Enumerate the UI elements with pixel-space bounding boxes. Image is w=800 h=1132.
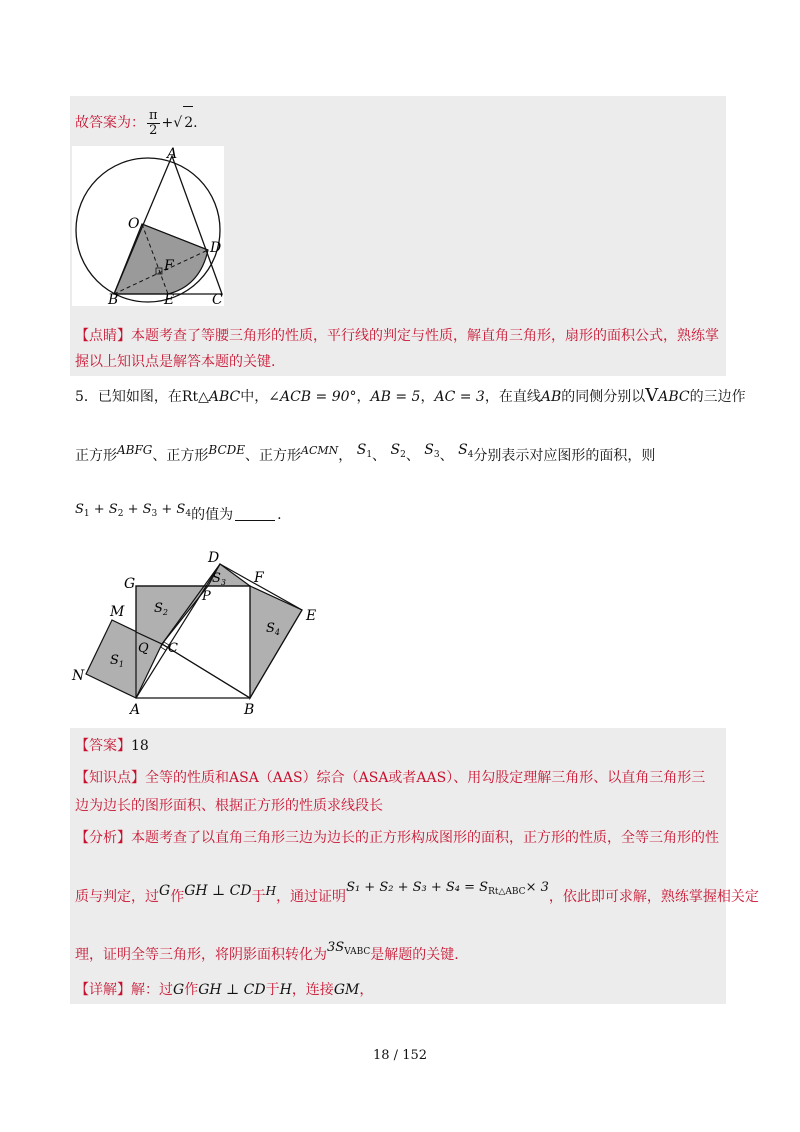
angle-condition: ∠ACB = 90° — [268, 389, 357, 405]
s1-index: 1 — [366, 450, 373, 460]
knowledge-text-1: 全等的性质和ASA（AAS）综合（ASA或者AAS）、用勾股定理解三角形、以直角三角形三 — [145, 770, 706, 786]
problem-text: 中， — [240, 389, 269, 405]
problem-text: ， — [338, 448, 353, 464]
knowledge-text-2: 边为边长的图形面积、根据正方形的性质求线段长 — [75, 798, 383, 814]
label-P: P — [202, 589, 211, 604]
analysis-text: ，依此即可求解，熟练掌握相关定 — [548, 889, 759, 905]
answer-row — [75, 736, 149, 756]
three-s-subscript: VABC — [344, 947, 371, 957]
label-C: C — [212, 292, 223, 306]
point-g: G — [159, 883, 171, 899]
problem-number: 5． — [75, 389, 98, 405]
analysis-text: 是解题的关键. — [370, 947, 459, 963]
s3-symbol: S — [424, 442, 434, 458]
sqrt-radicand: 2 — [183, 106, 193, 139]
problem-text: 的三边作 — [689, 389, 746, 405]
label-N: N — [72, 668, 85, 684]
sum-tail: × 3 — [525, 880, 549, 895]
analysis-text: 于 — [251, 889, 266, 905]
fraction-denominator: 2 — [149, 122, 158, 138]
separator: 、 — [439, 448, 454, 464]
label-G: G — [124, 576, 136, 592]
gh-perp-cd: GH ⊥ CD — [198, 982, 266, 998]
triangle-name: ABC — [658, 389, 690, 405]
gh-perp-cd: GH ⊥ CD — [184, 883, 252, 899]
label-Q: Q — [138, 641, 149, 656]
problem-text: 正方形 — [75, 448, 117, 464]
label-S4: $S_4$ — [266, 621, 280, 637]
sum-expression: S₁ + S₂ + S₃ + S₄ = S — [346, 880, 489, 895]
problem-5-line-2 — [75, 440, 655, 466]
label-D: D — [208, 550, 220, 566]
plus-sign: + — [161, 115, 174, 131]
detail-text: 解：过 — [131, 982, 173, 998]
knowledge-row-2 — [75, 796, 383, 816]
label-S1: $S_1$ — [110, 653, 124, 669]
comment-line-2 — [75, 352, 275, 372]
problem-5-line-1 — [75, 386, 746, 407]
s1-symbol: S — [356, 442, 367, 458]
analysis-row-3 — [75, 938, 459, 965]
detail-text: ，连接 — [291, 982, 334, 998]
line-ab: AB — [540, 389, 562, 405]
page-total: 152 — [402, 1048, 428, 1063]
sum-subscript: Rt△ABC — [488, 887, 526, 897]
s4-index: 4 — [467, 450, 474, 460]
fraction-numerator: π — [149, 107, 158, 123]
analysis-text: 理，证明全等三角形，将阴影面积转化为 — [75, 947, 327, 963]
detail-text: 于 — [265, 982, 280, 998]
ab-length: AB = 5 — [370, 389, 421, 405]
analysis-text: 作 — [170, 889, 185, 905]
label-S2: $S_2$ — [154, 601, 168, 617]
comment-line-1 — [75, 326, 719, 346]
point-h: H — [265, 884, 277, 898]
separator: ， — [356, 389, 371, 405]
s2-symbol: S — [390, 442, 401, 458]
answer-suffix: . — [193, 115, 198, 131]
problem-text: 的值为 — [191, 507, 234, 523]
problem-text: 、正方形 — [245, 448, 302, 464]
detail-row — [75, 980, 373, 1000]
analysis-text: ，通过证明 — [276, 889, 347, 905]
problem-text: 、正方形 — [152, 448, 209, 464]
pi-over-2-fraction — [147, 109, 160, 138]
separator: 、 — [405, 448, 420, 464]
separator: ， — [420, 389, 435, 405]
page-number: 18 — [372, 1048, 390, 1063]
label-M: M — [110, 604, 125, 620]
label-A: A — [130, 702, 141, 718]
label-A: A — [167, 146, 178, 162]
problem-text: ，在直线 — [484, 389, 541, 405]
comment-text-1: 本题考查了等腰三角形的性质，平行线的判定与性质，解直角三角形，扇形的面积公式，熟练掌 — [131, 328, 719, 344]
point-h: H — [279, 982, 292, 998]
point-g: G — [173, 982, 185, 998]
answer-prefix: 故答案为： — [75, 115, 145, 131]
label-E: E — [164, 292, 175, 306]
detail-text: 作 — [184, 982, 199, 998]
page-separator: / — [393, 1048, 399, 1063]
three-s: 3S — [327, 940, 345, 955]
triangle-v-symbol: V — [645, 385, 659, 406]
label-B: B — [108, 292, 119, 306]
problem-5-line-3: $S_1 + S_2 + S_3 + S_4$的值为 . — [75, 502, 282, 523]
answer-blank[interactable] — [235, 506, 275, 521]
ac-length: AC = 3 — [434, 389, 485, 405]
answer-line: 故答案为： $\frac{\pi}{2}$ +√ 2. — [75, 107, 198, 138]
segment-gm: GM — [333, 982, 360, 998]
problem-text: . — [277, 507, 282, 523]
separator: 、 — [372, 448, 387, 464]
analysis-tag: 【分析】 — [75, 830, 131, 846]
label-S3: $S_3$ — [212, 571, 226, 587]
analysis-text-1: 本题考查了以直角三角形三边为边长的正方形构成图形的面积，正方形的性质，全等三角形的性 — [131, 830, 719, 846]
analysis-row-1 — [75, 828, 719, 848]
comment-tag: 【点睛】 — [75, 328, 131, 344]
square-bcde: BCDE — [208, 443, 246, 457]
analysis-text: 质与判定，过 — [75, 889, 159, 905]
problem-text: 的同侧分别以 — [561, 389, 646, 405]
s4-symbol: S — [458, 442, 468, 458]
label-E: E — [306, 608, 317, 624]
rt-triangle-symbol: Rt△ — [181, 389, 209, 405]
knowledge-tag: 【知识点】 — [75, 770, 145, 786]
knowledge-row-1 — [75, 768, 705, 788]
s2-index: 2 — [400, 450, 406, 460]
square-acmn: ACMN — [301, 444, 339, 457]
label-C: C — [168, 641, 178, 656]
detail-tag: 【详解】 — [75, 982, 131, 998]
label-O: O — [128, 216, 140, 232]
label-F: F — [164, 258, 174, 274]
answer-value: 18 — [131, 738, 149, 754]
s3-index: 3 — [433, 450, 440, 460]
label-B: B — [244, 702, 255, 718]
figure-circle-triangle — [72, 146, 224, 306]
figure-squares — [70, 548, 326, 718]
comment-text-2: 握以上知识点是解答本题的关键. — [75, 354, 276, 370]
triangle-name: ABC — [208, 389, 241, 405]
label-D: D — [210, 240, 222, 256]
detail-text: ， — [359, 982, 374, 998]
analysis-row-2 — [75, 878, 759, 907]
problem-text: 分别表示对应图形的面积，则 — [473, 448, 656, 464]
answer-tag: 【答案】 — [75, 738, 131, 754]
page-footer — [0, 1048, 800, 1063]
problem-text: 已知如图，在 — [97, 389, 182, 405]
label-F: F — [254, 570, 264, 586]
square-abfg: ABFG — [117, 443, 153, 457]
